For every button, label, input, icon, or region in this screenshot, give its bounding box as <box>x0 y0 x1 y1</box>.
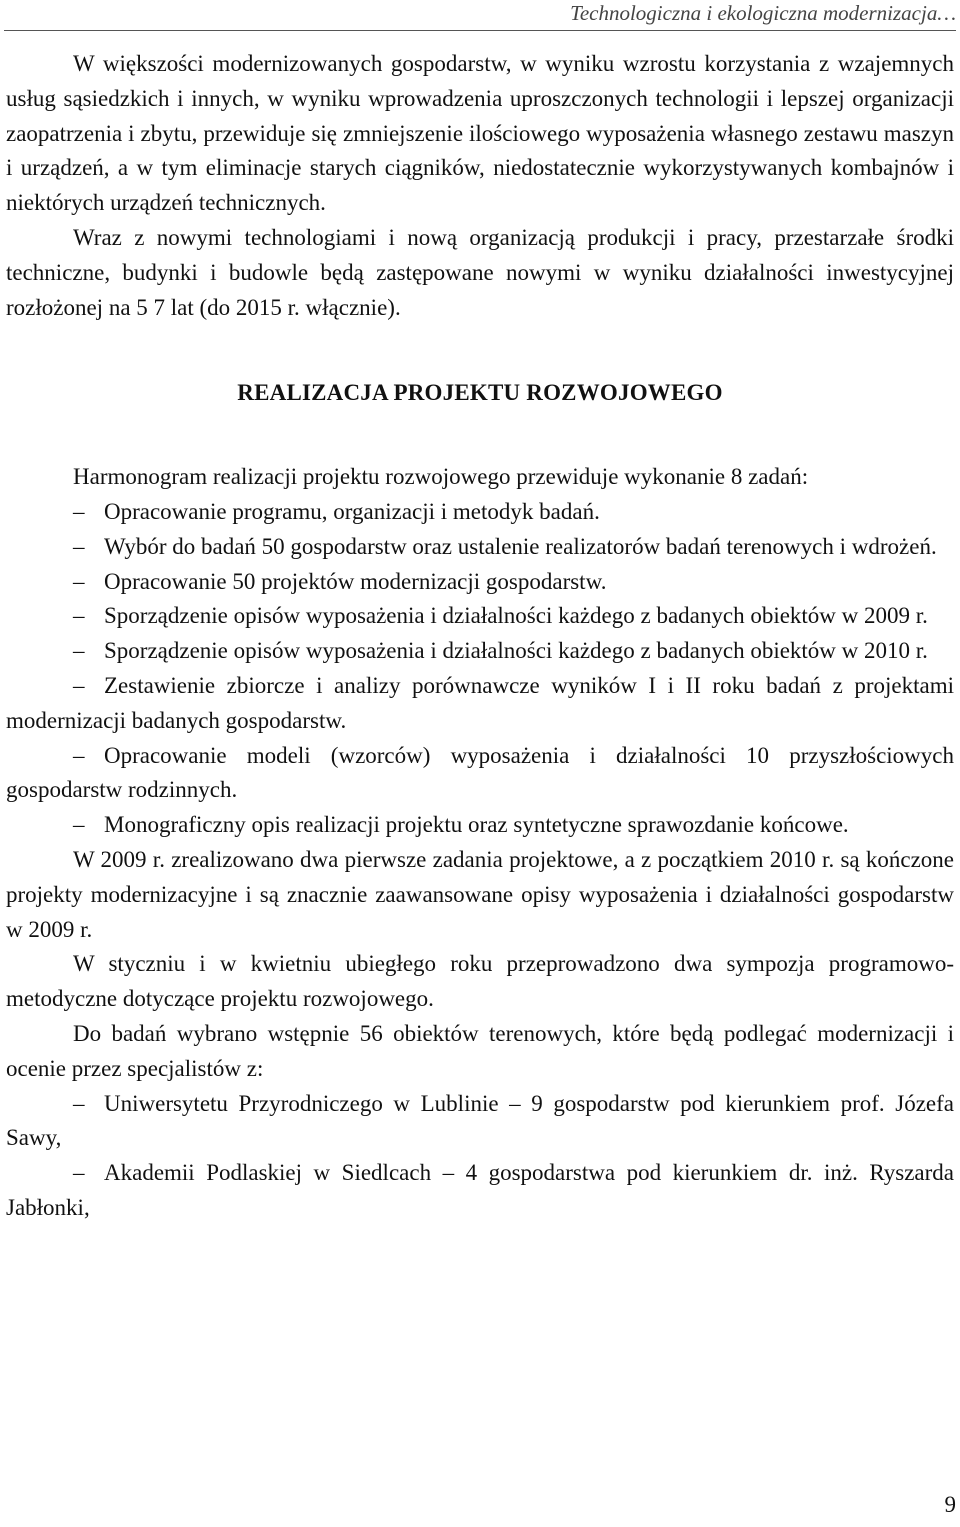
institution-item <box>6 1087 954 1157</box>
paragraph: W większości modernizowanych gospodarstw, w wyniku wzrostu korzystania z wzajemnych usług sąsiedzkich i innych, w wyniku wprowadzenia uproszczonych technologii i lepszej organizacji zaopatrzenia i zbytu, przewiduje się zmniejszenie ilościowego wyposażenia własnego zestawu maszyn i urządzeń, a w tym eliminacje starych ciągników, niedostatecznie wykorzystywanych kombajnów i niektórych urządzeń technicznych. <box>6 51 954 216</box>
dash-bullet: – <box>73 672 85 698</box>
task-text: Opracowanie 50 projektów modernizacji gospodarstw. <box>104 568 607 594</box>
paragraph: W styczniu i w kwietniu ubiegłego roku przeprowadzono dwa sympozja programowo-metodyczne dotyczące projektu rozwojowego. <box>6 951 954 1012</box>
paragraph: Do badań wybrano wstępnie 56 obiektów terenowych, które będą podlegać modernizacji i ocenie przez specjalistów z: <box>6 1020 954 1081</box>
dash-bullet: – <box>73 1090 85 1116</box>
paragraph: W 2009 r. zrealizowano dwa pierwsze zadania projektowe, a z początkiem 2010 r. są kończone projekty modernizacyjne i są znacznie zaawansowane opisy wyposażenia i działalności gospodarstw w 2009 r. <box>6 846 954 942</box>
dash-bullet: – <box>73 638 85 664</box>
dash-bullet: – <box>73 568 85 594</box>
task-list <box>6 495 954 843</box>
dash-bullet: – <box>73 742 85 768</box>
task-text: Wybór do badań 50 gospodarstw oraz ustalenie realizatorów badań terenowych i wdrożeń. <box>104 533 937 559</box>
intro-paragraph: Harmonogram realizacji projektu rozwojowego przewiduje wykonanie 8 zadań: <box>73 464 809 490</box>
task-item <box>6 495 954 530</box>
task-item <box>6 530 954 565</box>
page-body <box>6 47 954 1226</box>
running-header <box>0 0 960 30</box>
institution-text: Uniwersytetu Przyrodniczego w Lublinie – 9 gospodarstw pod kierunkiem prof. Józefa Sawy, <box>6 1090 954 1151</box>
task-item <box>6 808 954 843</box>
task-item <box>6 565 954 600</box>
task-item <box>6 669 954 739</box>
institution-item <box>6 1156 954 1226</box>
task-text: Sporządzenie opisów wyposażenia i działalności każdego z badanych obiektów w 2010 r. <box>104 638 928 664</box>
institution-text: Akademii Podlaskiej w Siedlcach – 4 gospodarstwa pod kierunkiem dr. inż. Ryszarda Jabłonki, <box>6 1160 954 1220</box>
running-title: Technologiczna i ekologiczna modernizacja… <box>570 1 956 25</box>
task-item <box>6 599 954 634</box>
task-text: Monograficzny opis realizacji projektu oraz syntetyczne sprawozdanie końcowe. <box>104 812 849 838</box>
dash-bullet: – <box>73 533 85 559</box>
header-rule <box>4 30 956 31</box>
task-item <box>6 634 954 669</box>
dash-bullet: – <box>73 1160 85 1186</box>
dash-bullet: – <box>73 812 85 838</box>
paragraph: Wraz z nowymi technologiami i nową organizacją produkcji i pracy, przestarzałe środki techniczne, budynki i budowle będą zastępowane nowymi w wyniku działalności inwestycyjnej rozłożonej na 5 7 lat (do 2015 r. włącznie). <box>6 224 954 320</box>
section-heading: REALIZACJA PROJEKTU ROZWOJOWEGO <box>237 380 723 406</box>
page-number: 9 <box>944 1492 956 1517</box>
task-text: Opracowanie programu, organizacji i metodyk badań. <box>104 498 600 524</box>
task-item <box>6 739 954 809</box>
task-text: Opracowanie modeli (wzorców) wyposażenia i działalności 10 przyszłościowych gospodarstw rodzinnych. <box>6 742 954 803</box>
task-text: Zestawienie zbiorcze i analizy porównawcze wyników I i II roku badań z projektami modernizacji badanych gospodarstw. <box>6 672 954 733</box>
dash-bullet: – <box>73 498 85 524</box>
dash-bullet: – <box>73 603 85 629</box>
institution-list <box>6 1087 954 1226</box>
task-text: Sporządzenie opisów wyposażenia i działalności każdego z badanych obiektów w 2009 r. <box>104 603 928 629</box>
